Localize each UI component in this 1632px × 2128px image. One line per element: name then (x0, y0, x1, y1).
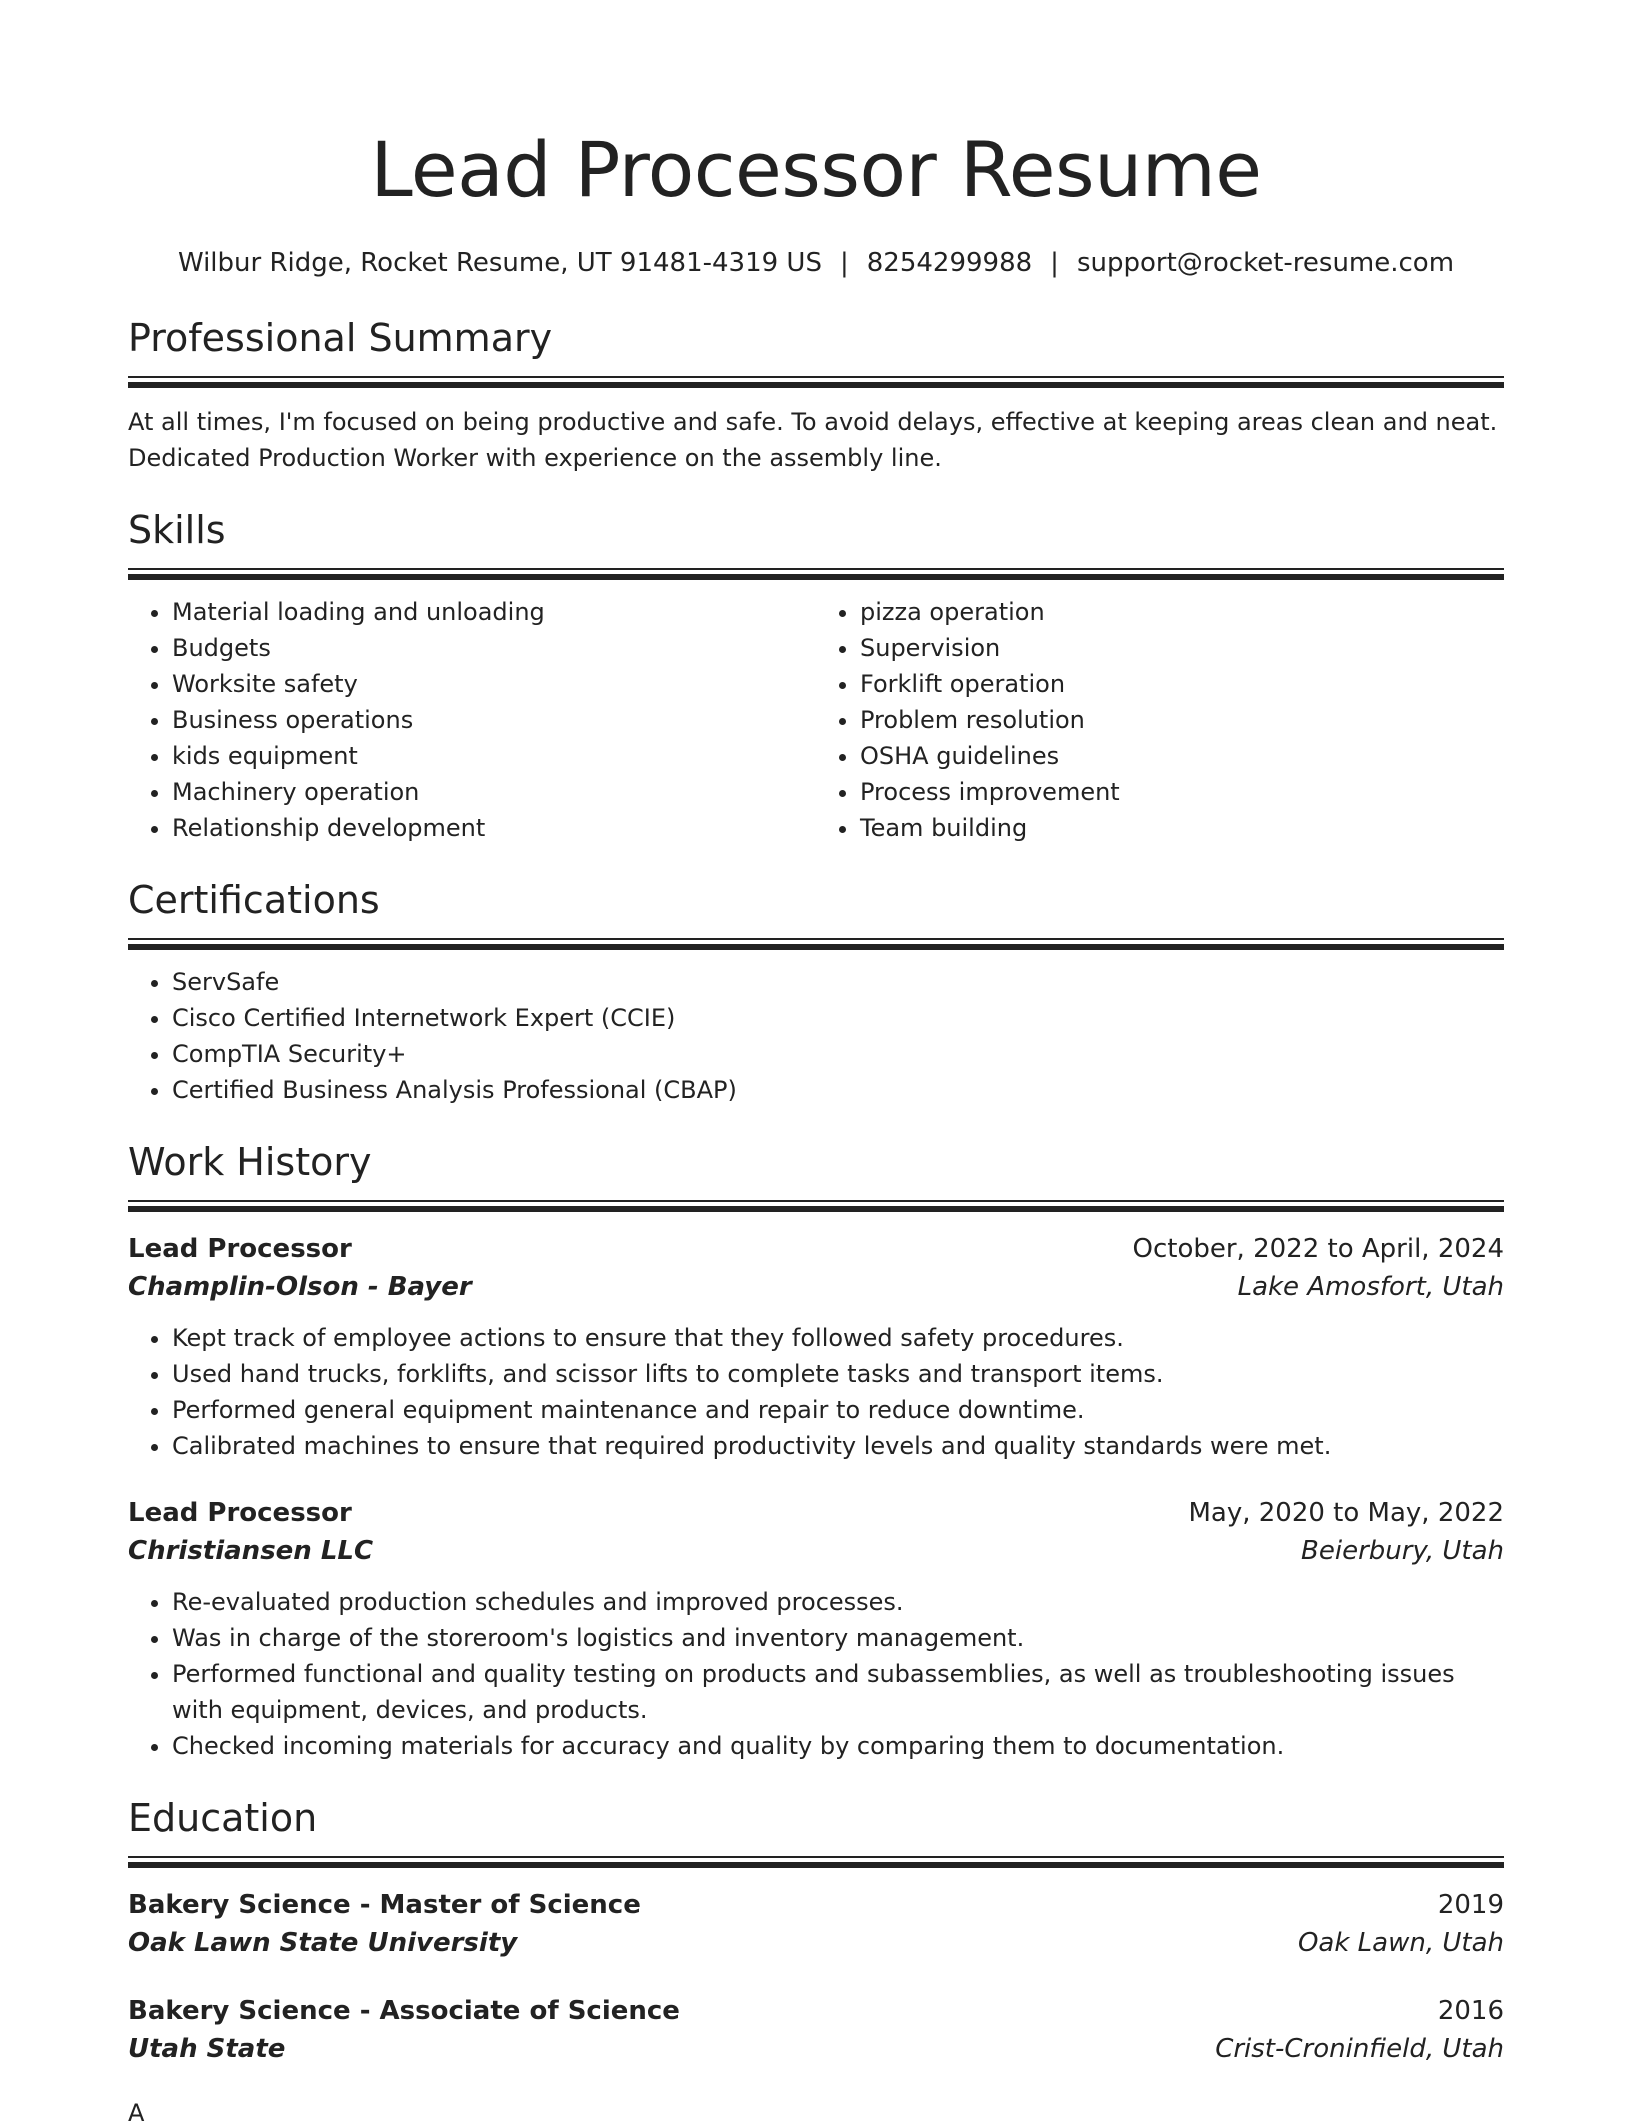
clipped-section-heading: A (128, 2099, 145, 2127)
job-entry (128, 1230, 1504, 1464)
education-subheader (128, 1924, 1504, 1962)
job-duties (128, 1320, 1504, 1464)
job-duty: • Checked incoming materials for accuracy and quality by comparing them to documentation. (172, 1728, 1504, 1764)
certification-item: • Cisco Certified Internetwork Expert (CCIE) (172, 1000, 1504, 1036)
education-school: Utah State (128, 2034, 286, 2064)
education-degree: Bakery Science - Master of Science (128, 1890, 641, 1920)
education-heading: Education (128, 1796, 318, 1840)
skill-item: • Material loading and unloading (172, 594, 816, 630)
skill-item: • pizza operation (860, 594, 1504, 630)
job-title: Lead Processor (128, 1498, 352, 1528)
job-duty: • Performed general equipment maintenance and repair to reduce downtime. (172, 1392, 1504, 1428)
job-company: Christiansen LLC (128, 1536, 374, 1566)
contact-phone: 8254299988 (866, 248, 1033, 278)
education-entry (128, 1992, 1504, 2068)
skill-item: • Problem resolution (860, 702, 1504, 738)
section-divider (128, 938, 1504, 950)
skills-columns (128, 580, 1504, 846)
contact-address: Wilbur Ridge, Rocket Resume, UT 91481-4319 US (177, 248, 822, 278)
education-section (128, 1794, 1504, 2068)
education-header (128, 1992, 1504, 2030)
job-duties (128, 1584, 1504, 1764)
education-year: 2019 (1437, 1890, 1504, 1920)
certification-item: • Certified Business Analysis Professional (CBAP) (172, 1072, 1504, 1108)
resume-title: Lead Processor Resume (370, 125, 1262, 214)
job-subheader (128, 1532, 1504, 1570)
contact-separator: | (1050, 248, 1059, 278)
education-school: Oak Lawn State University (128, 1928, 518, 1958)
job-duty: • Performed functional and quality testing on products and subassemblies, as well as troubleshooting issues with equipment, devices, and products. (172, 1656, 1504, 1728)
job-company: Champlin-Olson - Bayer (128, 1272, 472, 1302)
contact-email: support@rocket-resume.com (1076, 248, 1455, 278)
job-duty: • Kept track of employee actions to ensure that they followed safety procedures. (172, 1320, 1504, 1356)
certifications-list (128, 964, 1504, 1108)
skill-item: • Process improvement (860, 774, 1504, 810)
skill-item: • Relationship development (172, 810, 816, 846)
certification-item: • ServSafe (172, 964, 1504, 1000)
skill-item: • Team building (860, 810, 1504, 846)
education-entry (128, 1886, 1504, 1962)
education-location: Crist-Croninfield, Utah (1215, 2034, 1504, 2064)
skills-list-left (128, 594, 816, 846)
work-history-section (128, 1138, 1504, 1764)
summary-heading: Professional Summary (128, 316, 553, 360)
certifications-heading: Certifications (128, 878, 380, 922)
skill-item: • kids equipment (172, 738, 816, 774)
job-location: Beierbury, Utah (1301, 1536, 1504, 1566)
summary-text: At all times, I'm focused on being productive and safe. To avoid delays, effective at keeping areas clean and neat. Dedicated Production Worker with experience on the assembly line. (128, 408, 1498, 472)
job-subheader (128, 1268, 1504, 1306)
section-divider (128, 376, 1504, 388)
education-year: 2016 (1437, 1996, 1504, 2026)
skill-item: • Supervision (860, 630, 1504, 666)
summary-section (128, 314, 1504, 476)
education-location: Oak Lawn, Utah (1297, 1928, 1504, 1958)
skill-item: • Worksite safety (172, 666, 816, 702)
skill-item: • Forklift operation (860, 666, 1504, 702)
job-location: Lake Amosfort, Utah (1237, 1272, 1504, 1302)
job-duty: • Used hand trucks, forklifts, and scissor lifts to complete tasks and transport items. (172, 1356, 1504, 1392)
job-header (128, 1494, 1504, 1532)
skills-list-right (816, 594, 1504, 846)
skill-item: • Machinery operation (172, 774, 816, 810)
education-degree: Bakery Science - Associate of Science (128, 1996, 680, 2026)
job-title: Lead Processor (128, 1234, 352, 1264)
job-header (128, 1230, 1504, 1268)
job-dates: May, 2020 to May, 2022 (1188, 1498, 1504, 1528)
job-duty: • Calibrated machines to ensure that required productivity levels and quality standards were met. (172, 1428, 1504, 1464)
skill-item: • Budgets (172, 630, 816, 666)
skills-heading: Skills (128, 508, 226, 552)
contact-line (128, 246, 1504, 280)
section-divider (128, 568, 1504, 580)
education-header (128, 1886, 1504, 1924)
certification-item: • CompTIA Security+ (172, 1036, 1504, 1072)
job-duty: • Re-evaluated production schedules and improved processes. (172, 1584, 1504, 1620)
section-divider (128, 1200, 1504, 1212)
skills-section (128, 506, 1504, 846)
job-dates: October, 2022 to April, 2024 (1132, 1234, 1504, 1264)
certifications-section (128, 876, 1504, 1108)
skill-item: • Business operations (172, 702, 816, 738)
skill-item: • OSHA guidelines (860, 738, 1504, 774)
work-history-heading: Work History (128, 1140, 372, 1184)
contact-separator: | (839, 248, 849, 278)
job-duty: • Was in charge of the storeroom's logistics and inventory management. (172, 1620, 1504, 1656)
section-divider (128, 1856, 1504, 1868)
education-subheader (128, 2030, 1504, 2068)
job-entry (128, 1494, 1504, 1764)
